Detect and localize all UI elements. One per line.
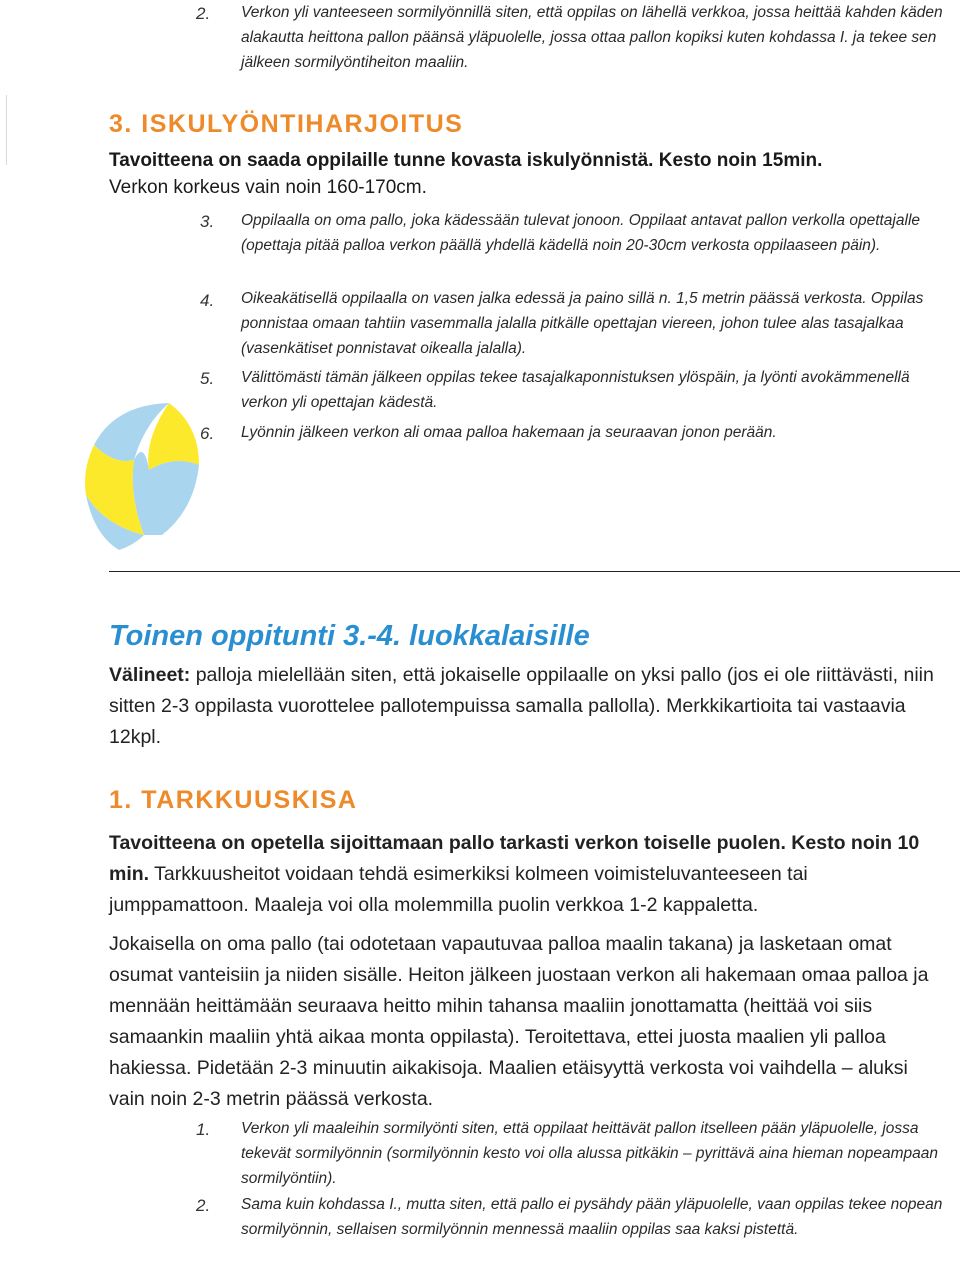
section-divider	[109, 571, 960, 572]
item-text: Oikeakätisellä oppilaalla on vasen jalka edessä ja paino sillä n. 1,5 metrin päässä verkosta. Oppilas ponnistaa omaan tahtiin vasemmalla jalalla pitkälle opettajan viereen, johon tulee alas tasajalkaa (vasenkätiset ponnistavat oikealla jalalla).	[241, 290, 924, 357]
item-text: Oppilaalla on oma pallo, joka kädessään tulevat jonoon. Oppilaat antavat pallon verkolla opettajalle (opettaja pitää palloa verkon päällä yhdellä kädellä noin 20-30cm verkosta oppilaaseen päin).	[241, 212, 921, 254]
item-number: 5.	[200, 369, 215, 388]
item-text: Verkon yli vanteeseen sormilyönnillä siten, että oppilas on lähellä verkkoa, jossa heittää kahden käden alakautta heittona pallon päänsä yläpuolelle, jossa ottaa pallon kopiksi kuten kohdassa I. ja tekee sen jälkeen sormilyöntiheiton maaliin.	[241, 4, 943, 71]
section-heading: 3. ISKULYÖNTIHARJOITUS	[109, 110, 464, 138]
goal-bold: Tavoitteena on opetella sijoittamaan pallo tarkasti verkon toiselle puolen. Kesto noin 10 min.	[109, 832, 920, 885]
lesson-title: Toinen oppitunti 3.-4. luokkalaisille	[109, 620, 590, 652]
equipment-label: Välineet:	[109, 664, 191, 686]
item-number: 4.	[200, 291, 215, 310]
body-paragraph: Jokaisella on oma pallo (tai odotetaan vapautuvaa palloa maalin takana) ja lasketaan omat osumat vanteisiin ja niiden sisälle. Heiton jälkeen juostaan verkon ali hakemaan omaa palloa ja mennään heittämään seuraava heitto mihin tahansa maaliin jonottamatta (heittää voi siis samaankin maaliin yhtä aikaa monta oppilasta). Teroitettava, ettei juosta maalien yli palloa hakiessa. Pidetään 2-3 minuutin aikakisoja. Maalien etäisyyttä verkosta voi vaihdella – aluksi vain noin 2-3 metrin päässä verkosta.	[109, 933, 929, 1110]
section-goal	[109, 828, 949, 921]
goal-normal: Verkon korkeus vain noin 160-170cm.	[109, 177, 427, 198]
section-heading: 1. TARKKUUSKISA	[109, 786, 358, 814]
goal-normal: Tarkkuusheitot voidaan tehdä esimerkiksi kolmeen voimisteluvanteeseen tai jumppamattoon. Maaleja voi olla molemmilla puolin verkkoa 1-2 kappaletta.	[109, 863, 808, 916]
item-number: 6.	[200, 424, 215, 443]
item-text: Välittömästi tämän jälkeen oppilas tekee tasajalkaponnistuksen ylöspäin, ja lyönti avokämmenellä verkon yli opettajan kädestä.	[241, 369, 910, 411]
item-text: Sama kuin kohdassa I., mutta siten, että pallo ei pysähdy pään yläpuolelle, vaan oppilas tekee nopean sormilyönnin, sellaisen sormilyönnin mennessä maaliin oppilas saa kaksi pistettä.	[241, 1196, 943, 1238]
item-number: 2.	[196, 1196, 211, 1215]
item-number: 2.	[196, 4, 211, 23]
equipment-text: palloja mielellään siten, että jokaiselle oppilaalle on yksi pallo (jos ei ole riittävästi, niin sitten 2-3 oppilasta vuorottelee pallotempuissa samalla pallolla). Merkkikartioita tai vastaavia 12kpl.	[109, 664, 934, 748]
item-text: Lyönnin jälkeen verkon ali omaa palloa hakemaan ja seuraavan jonon perään.	[241, 424, 777, 441]
item-number: 3.	[200, 212, 215, 231]
section-goal	[109, 147, 929, 201]
margin-line	[6, 95, 7, 165]
item-text: Verkon yli maaleihin sormilyönti siten, että oppilaat heittävät pallon itselleen pään yläpuolelle, jossa tekevät sormilyönnin (sormilyönnin kesto voi olla alussa pitkäkin – pyrittävä aina hieman nopeampaan sormilyöntiin).	[241, 1120, 939, 1187]
equipment-paragraph	[109, 660, 949, 753]
goal-bold: Tavoitteena on saada oppilaille tunne kovasta iskulyönnistä. Kesto noin 15min.	[109, 150, 823, 171]
volleyball-icon	[74, 385, 204, 560]
item-number: 1.	[196, 1120, 211, 1139]
